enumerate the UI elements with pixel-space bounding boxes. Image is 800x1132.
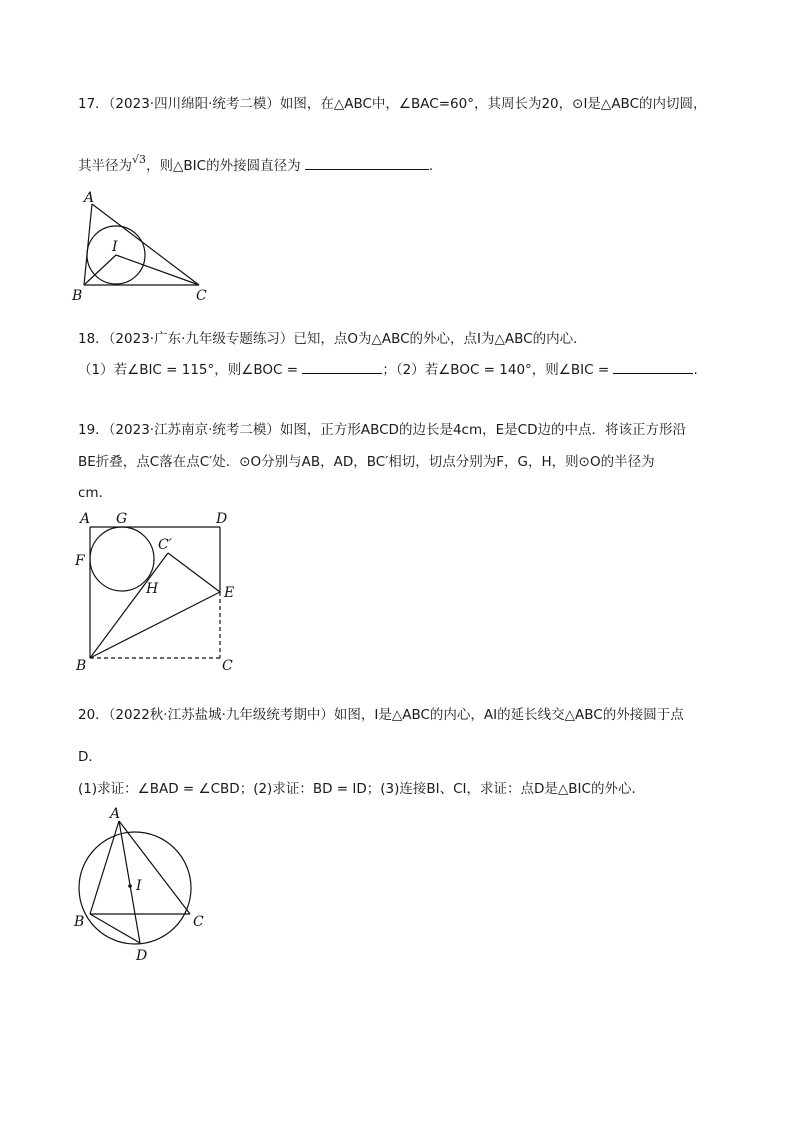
q20-line2: D．	[78, 749, 102, 765]
q17-line2-pre: 其半径为	[78, 158, 132, 174]
q18-answer-blank-1[interactable]	[302, 361, 382, 374]
q18-end: .	[693, 362, 698, 378]
q20-circumcircle	[79, 832, 191, 944]
q19-figure	[70, 505, 250, 675]
q20-figure	[66, 800, 216, 970]
q18-sep: ；（2）若∠BOC = 140°，则∠BIC =	[382, 362, 610, 378]
q20-label-a: A	[110, 806, 121, 822]
q19-label-d: D	[216, 511, 228, 527]
q19-label-a: A	[80, 511, 91, 527]
q19-label-c: C	[222, 658, 233, 674]
q19-segment-bcp	[90, 553, 168, 658]
q17-line1: 17．（2023·四川绵阳·统考二模）如图，在△ABC中，∠BAC=60°，其周长为20，⊙I是△ABC的内切圆，	[78, 96, 707, 112]
q20-label-b: B	[74, 914, 85, 930]
q19-line3: cm．	[78, 485, 113, 501]
q19-segment-cpe	[168, 553, 220, 592]
q17-label-a: A	[84, 190, 95, 206]
q20-point-i	[128, 884, 132, 888]
q17-segment-ic	[116, 255, 199, 285]
q19-line2: BE折叠，点C落在点C′处．⊙O分别与AB，AD，BC′相切，切点分别为F，G，H，则⊙O的半径为	[78, 454, 655, 470]
q19-label-e: E	[224, 585, 235, 601]
q17-figure	[68, 188, 218, 303]
q18-line2	[78, 361, 698, 379]
q17-label-c: C	[196, 288, 207, 303]
q17-side-ab	[84, 204, 92, 285]
q17-line2	[78, 153, 434, 176]
q19-fold-be	[90, 592, 220, 658]
q17-side-ac	[92, 204, 199, 285]
q17-label-i: I	[112, 239, 118, 255]
q17-line2-post: ，则△BIC的外接圆直径为	[146, 158, 301, 174]
q17-label-b: B	[72, 288, 83, 303]
q20-line1: 20．（2022秋·江苏盐城·九年级统考期中）如图，I是△ABC的内心，AI的延长线交△ABC的外接圆于点	[78, 707, 684, 723]
q19-label-cp: C′	[158, 537, 172, 553]
q20-side-ab	[90, 821, 119, 914]
q17-answer-blank[interactable]	[305, 157, 429, 170]
q18-part1: （1）若∠BIC = 115°，则∠BOC =	[78, 362, 299, 378]
q19-line1: 19．（2023·江苏南京·统考二模）如图，正方形ABCD的边长是4cm，E是CD边的中点．将该正方形沿	[78, 422, 686, 438]
q20-label-c: C	[193, 914, 204, 930]
q18-answer-blank-2[interactable]	[613, 361, 693, 374]
q17-sqrt: √3	[132, 153, 147, 166]
q20-segment-bd	[90, 914, 140, 943]
q19-label-h: H	[146, 581, 159, 597]
q17-line2-end: .	[428, 158, 434, 174]
q19-label-b: B	[76, 658, 87, 674]
q20-label-i: I	[136, 878, 142, 894]
q20-line3: (1)求证：∠BAD = ∠CBD；(2)求证：BD = ID；(3)连接BI、CI，求证：点D是△BIC的外心．	[78, 781, 645, 797]
q19-circle-o	[90, 527, 154, 591]
q18-line1: 18．（2023·广东·九年级专题练习）已知，点O为△ABC的外心，点I为△ABC的内心．	[78, 331, 587, 347]
q20-label-d: D	[136, 948, 148, 964]
q17-segment-bi	[84, 255, 116, 285]
q19-label-f: F	[75, 553, 85, 569]
q19-label-g: G	[116, 511, 128, 527]
